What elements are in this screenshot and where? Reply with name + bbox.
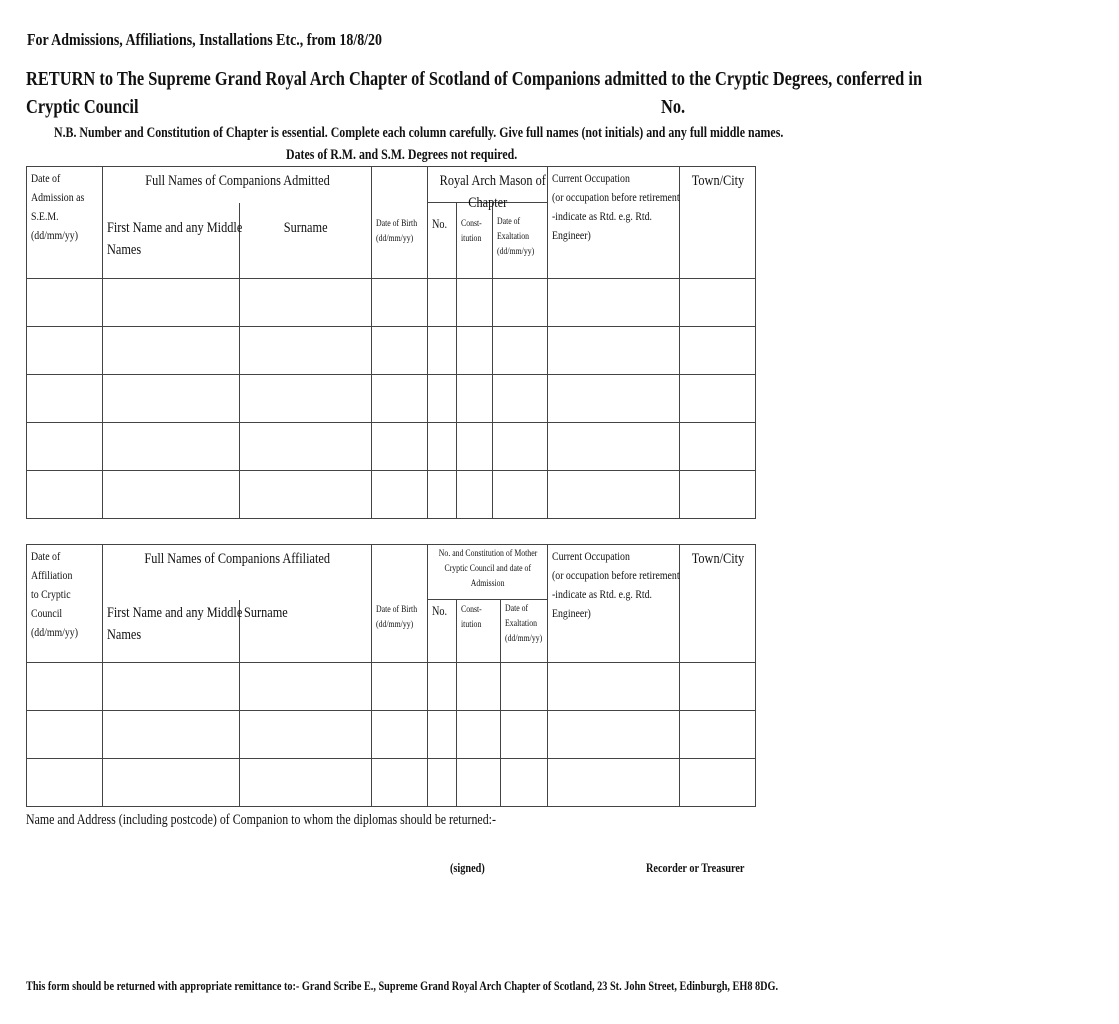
surname-cell[interactable]: [240, 327, 372, 375]
town-cell[interactable]: [680, 711, 756, 759]
exaltation-cell[interactable]: [493, 375, 548, 423]
dob-header-top: [372, 167, 428, 203]
town-cell[interactable]: [680, 279, 756, 327]
occupation-header: Current Occupation (or occupation before retirement -indicate as Rtd. e.g. Rtd. Engineer): [548, 167, 680, 279]
town-cell[interactable]: [680, 327, 756, 375]
constitution-cell[interactable]: [457, 711, 501, 759]
exaltation-cell[interactable]: [493, 327, 548, 375]
no-cell[interactable]: [428, 375, 457, 423]
table-row: [27, 423, 756, 471]
date-cell[interactable]: [27, 327, 103, 375]
occupation-cell[interactable]: [548, 327, 680, 375]
form-title-line2: Cryptic Council: [26, 96, 139, 118]
recorder-treasurer-label: Recorder or Treasurer: [646, 861, 745, 875]
first-name-cell[interactable]: [103, 759, 240, 807]
table-row: [27, 327, 756, 375]
first-name-cell[interactable]: [103, 375, 240, 423]
exaltation-cell[interactable]: [501, 663, 548, 711]
affiliated-names-header: Full Names of Companions Affiliated: [103, 545, 372, 600]
town-header: Town/City: [680, 167, 756, 279]
first-name-cell[interactable]: [103, 663, 240, 711]
first-name-cell[interactable]: [103, 327, 240, 375]
constitution-cell[interactable]: [457, 471, 493, 519]
surname-cell[interactable]: [240, 375, 372, 423]
date-cell[interactable]: [27, 663, 103, 711]
form-title-line1: RETURN to The Supreme Grand Royal Arch Chapter of Scotland of Companions admitted to the Cryptic Degrees, conferred in: [26, 68, 923, 90]
constitution-header: Const- itution: [457, 600, 501, 663]
surname-header: Surname: [240, 600, 372, 663]
constitution-cell[interactable]: [457, 375, 493, 423]
exaltation-cell[interactable]: [501, 711, 548, 759]
first-name-header: First Name and any Middle Names: [103, 600, 240, 663]
surname-cell[interactable]: [240, 471, 372, 519]
dob-cell[interactable]: [372, 327, 428, 375]
table-row: [27, 759, 756, 807]
dob-cell[interactable]: [372, 711, 428, 759]
return-instructions: This form should be returned with appropriate remittance to:- Grand Scribe E., Supreme Grand Royal Arch Chapter of Scotland, 23 St. John Street, Edinburgh, EH8 8DG.: [26, 979, 779, 993]
first-name-cell[interactable]: [103, 279, 240, 327]
exaltation-header: Date of Exaltation (dd/mm/yy): [493, 203, 548, 279]
no-cell[interactable]: [428, 471, 457, 519]
exaltation-cell[interactable]: [493, 471, 548, 519]
town-header: Town/City: [680, 545, 756, 663]
no-cell[interactable]: [428, 327, 457, 375]
occupation-cell[interactable]: [548, 759, 680, 807]
occupation-header: Current Occupation (or occupation before retirement -indicate as Rtd. e.g. Rtd. Engineer): [548, 545, 680, 663]
occupation-cell[interactable]: [548, 423, 680, 471]
no-cell[interactable]: [428, 759, 457, 807]
dob-header: Date of Birth (dd/mm/yy): [372, 203, 428, 279]
affiliated-companions-table: [26, 544, 756, 807]
dob-cell[interactable]: [372, 471, 428, 519]
table-row: [27, 471, 756, 519]
council-number-label: No.: [661, 96, 686, 118]
table-row: [27, 663, 756, 711]
signed-label: (signed): [450, 861, 485, 875]
date-cell[interactable]: [27, 471, 103, 519]
constitution-header: Const- itution: [457, 203, 493, 279]
admitted-names-header: Full Names of Companions Admitted: [103, 167, 372, 203]
town-cell[interactable]: [680, 759, 756, 807]
affiliation-date-header: Date of Affiliation to Cryptic Council (dd/mm/yy): [27, 545, 103, 663]
first-name-header: First Name and any Middle Names: [103, 203, 240, 279]
constitution-cell[interactable]: [457, 663, 501, 711]
table-row: [27, 711, 756, 759]
dob-cell[interactable]: [372, 423, 428, 471]
chapter-header: Royal Arch Mason of Chapter: [428, 167, 548, 203]
mother-council-header: No. and Constitution of Mother Cryptic Council and date of Admission: [428, 545, 548, 600]
town-cell[interactable]: [680, 375, 756, 423]
council-no-header: No.: [428, 600, 457, 663]
admitted-entry-rows: [27, 279, 756, 519]
occupation-cell[interactable]: [548, 471, 680, 519]
constitution-cell[interactable]: [457, 423, 493, 471]
constitution-cell[interactable]: [457, 327, 493, 375]
occupation-cell[interactable]: [548, 711, 680, 759]
constitution-cell[interactable]: [457, 759, 501, 807]
date-cell[interactable]: [27, 375, 103, 423]
no-cell[interactable]: [428, 663, 457, 711]
first-name-cell[interactable]: [103, 471, 240, 519]
town-cell[interactable]: [680, 471, 756, 519]
surname-cell[interactable]: [240, 759, 372, 807]
town-cell[interactable]: [680, 663, 756, 711]
occupation-cell[interactable]: [548, 279, 680, 327]
town-cell[interactable]: [680, 423, 756, 471]
dob-cell[interactable]: [372, 279, 428, 327]
chapter-no-header: No.: [428, 203, 457, 279]
dob-cell[interactable]: [372, 663, 428, 711]
table-row: [27, 279, 756, 327]
surname-cell[interactable]: [240, 279, 372, 327]
occupation-cell[interactable]: [548, 663, 680, 711]
date-cell[interactable]: [27, 759, 103, 807]
first-name-cell[interactable]: [103, 423, 240, 471]
date-cell[interactable]: [27, 279, 103, 327]
surname-cell[interactable]: [240, 711, 372, 759]
no-cell[interactable]: [428, 423, 457, 471]
affiliated-entry-rows: [27, 663, 756, 807]
dob-cell[interactable]: [372, 375, 428, 423]
constitution-cell[interactable]: [457, 279, 493, 327]
dob-header: Date of Birth (dd/mm/yy): [372, 600, 428, 663]
first-name-cell[interactable]: [103, 711, 240, 759]
no-cell[interactable]: [428, 279, 457, 327]
surname-cell[interactable]: [240, 423, 372, 471]
diploma-return-address-label: Name and Address (including postcode) of Companion to whom the diplomas should be returned:-: [26, 812, 496, 828]
dob-cell[interactable]: [372, 759, 428, 807]
surname-header: Surname: [240, 203, 372, 279]
exaltation-cell[interactable]: [501, 759, 548, 807]
table-row: [27, 375, 756, 423]
no-cell[interactable]: [428, 711, 457, 759]
instructions-line2: Dates of R.M. and S.M. Degrees not required.: [286, 147, 518, 163]
dob-header-top: [372, 545, 428, 600]
surname-cell[interactable]: [240, 663, 372, 711]
exaltation-cell[interactable]: [493, 279, 548, 327]
date-cell[interactable]: [27, 711, 103, 759]
instructions-line1: N.B. Number and Constitution of Chapter is essential. Complete each column carefully. Give full names (not initials) and any full middle names.: [54, 125, 784, 141]
date-cell[interactable]: [27, 423, 103, 471]
occupation-cell[interactable]: [548, 375, 680, 423]
admission-date-header: Date of Admission as S.E.M. (dd/mm/yy): [27, 167, 103, 279]
exaltation-header: Date of Exaltation (dd/mm/yy): [501, 600, 548, 663]
admitted-companions-table: [26, 166, 756, 519]
form-version-line: For Admissions, Affiliations, Installations Etc., from 18/8/20: [27, 30, 382, 49]
exaltation-cell[interactable]: [493, 423, 548, 471]
